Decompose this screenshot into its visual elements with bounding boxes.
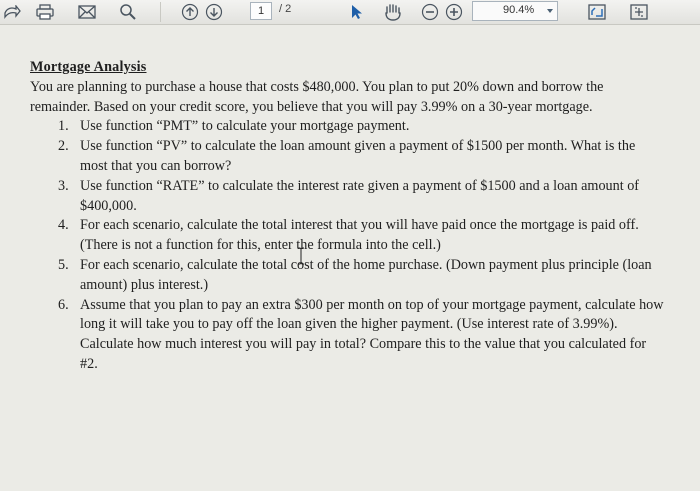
- item-number: 4.: [58, 217, 69, 234]
- item-number: 3.: [58, 177, 69, 194]
- list-item: [30, 117, 666, 137]
- zoom-in-icon[interactable]: [444, 2, 464, 22]
- item-text: For each scenario, calculate the total cost of the home purchase. (Down payment plus principle (loan amount) plus interest.): [80, 256, 652, 293]
- hand-icon[interactable]: [382, 2, 404, 22]
- item-text: Use function “PV” to calculate the loan amount given a payment of $1500 per month. What is the most that you can borrow?: [80, 138, 636, 174]
- list-item: [30, 256, 666, 296]
- item-text: Use function “PMT” to calculate your mortgage payment.: [80, 118, 410, 135]
- zoom-out-icon[interactable]: [420, 2, 440, 22]
- toolbar-divider: [160, 2, 161, 22]
- pointer-icon[interactable]: [348, 2, 366, 22]
- item-number: 6.: [58, 296, 69, 313]
- page-total: / 2: [279, 3, 292, 15]
- zoom-select[interactable]: [472, 1, 558, 21]
- fit-page-icon[interactable]: [586, 2, 608, 22]
- text-cursor-icon: [297, 247, 305, 270]
- item-number: 1.: [58, 118, 69, 135]
- list-item: [30, 216, 666, 256]
- item-number: 5.: [58, 256, 69, 273]
- search-icon[interactable]: [118, 2, 138, 22]
- list-item: [30, 296, 666, 375]
- item-text: For each scenario, calculate the total interest that you will have paid once the mortgage is paid off. (There is not a function for this, enter the formula into the cell.): [80, 217, 639, 254]
- print-icon[interactable]: [34, 2, 56, 22]
- mail-icon[interactable]: [76, 2, 98, 22]
- document-title: Mortgage Analysis: [30, 59, 147, 75]
- page-down-icon[interactable]: [204, 2, 224, 22]
- page-up-icon[interactable]: [180, 2, 200, 22]
- share-icon[interactable]: [2, 2, 22, 22]
- intro-paragraph: You are planning to purchase a house that costs $480,000. You plan to put 20% down and borrow the remainder. Based on your credit score, you believe that you will pay 3.99% on a 30-year mortgage.: [30, 78, 604, 115]
- list-item: [30, 177, 666, 217]
- list-item: [30, 137, 666, 177]
- chevron-down-icon: [547, 9, 553, 13]
- document-body: [30, 58, 666, 375]
- item-text: Use function “RATE” to calculate the interest rate given a payment of $1500 and a loan amount of $400,000.: [80, 177, 640, 214]
- sign-icon[interactable]: [628, 2, 650, 22]
- toolbar: [0, 0, 700, 25]
- question-list: [30, 117, 666, 374]
- item-number: 2.: [58, 138, 69, 155]
- zoom-value: 90.4%: [503, 4, 535, 16]
- page-number-input[interactable]: 1: [250, 2, 272, 20]
- item-text: Assume that you plan to pay an extra $300 per month on top of your mortgage payment, calculate how long it will take you to pay off the loan given the higher payment. (Use interest rate of 3.99%). Calculate how much interest you will pay in total? Compare this to the value that you calculated for #2.: [80, 296, 664, 372]
